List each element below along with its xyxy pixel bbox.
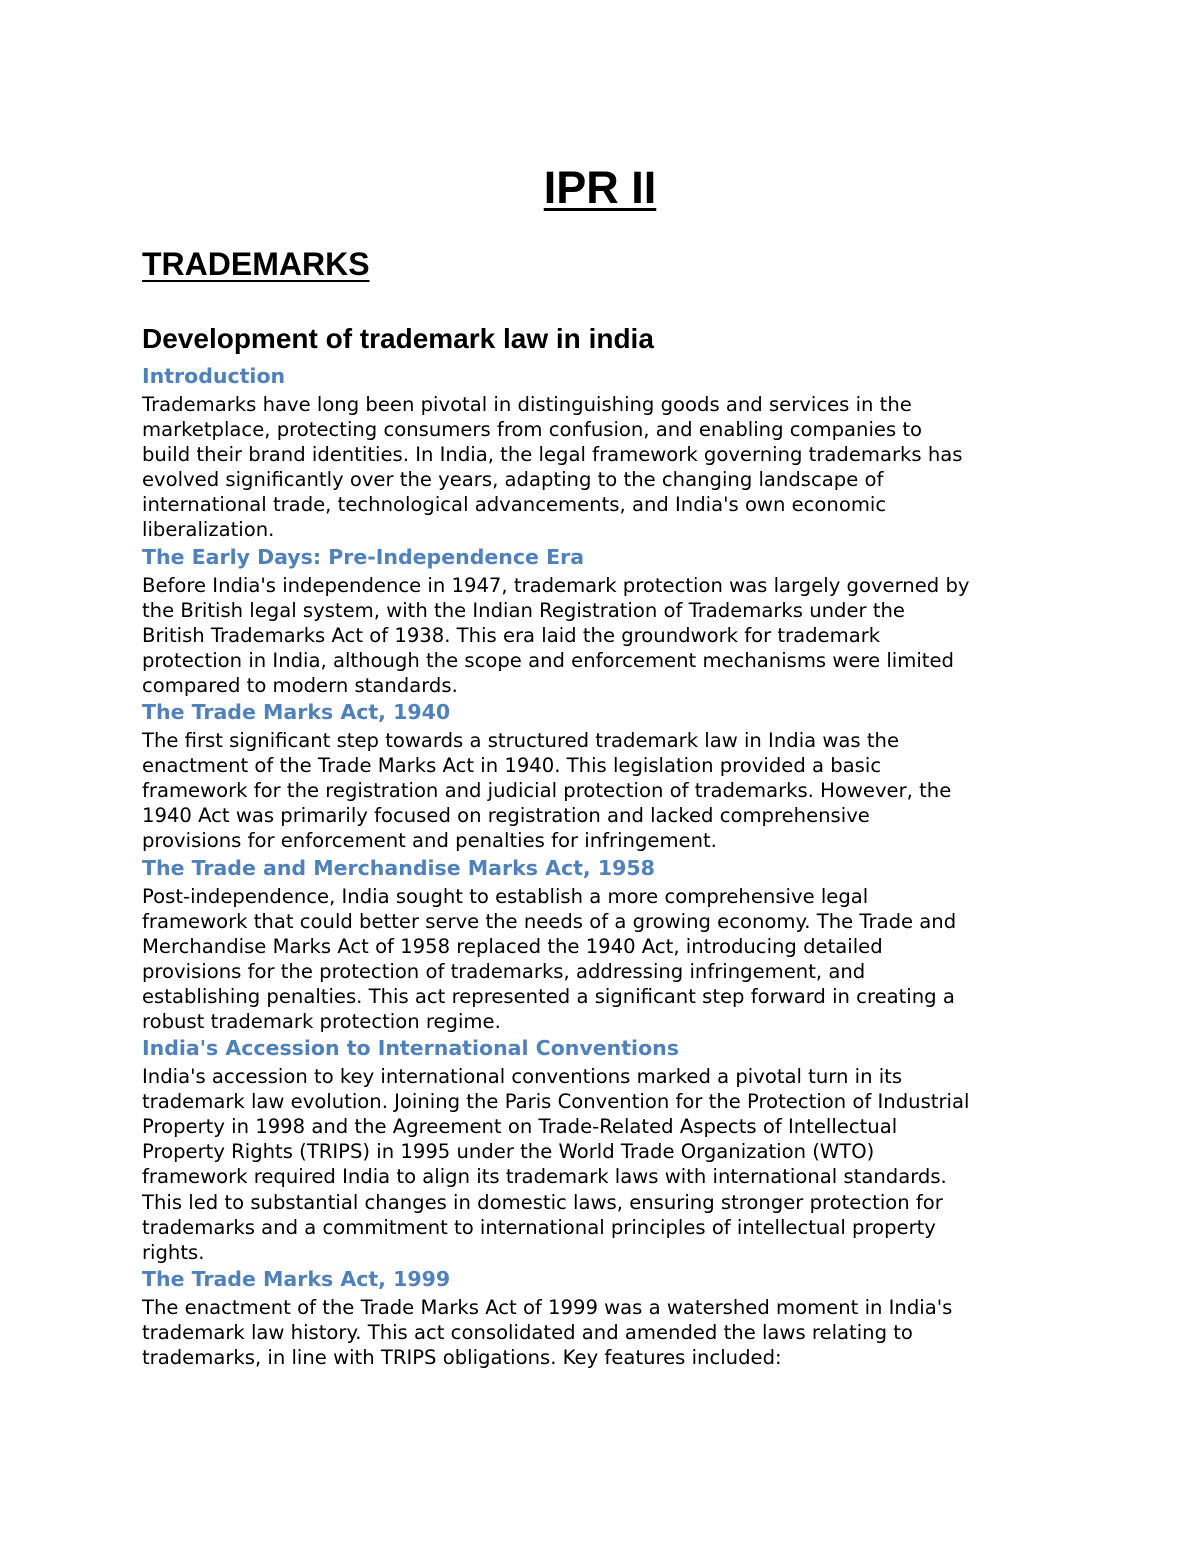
- document-title: IPR II: [543, 162, 657, 213]
- section-heading: TRADEMARKS: [142, 246, 370, 282]
- section-paragraph: India's accession to key international conventions marked a pivotal turn in its trademark law evolution. Joining the Paris Convention for the Protection of Industrial Property in 1998 and the Agreement on Trade-Related Aspects of Intellectual Property Rights (TRIPS) in 1995 under the World Trade Organization (WTO) framework required India to align its trademark laws with international standards. This led to substantial changes in domestic laws, ensuring stronger protection for trademarks and a commitment to international principles of intellectual property rights.: [142, 1065, 970, 1264]
- section-paragraph: Before India's independence in 1947, trademark protection was largely governed by the British legal system, with the Indian Registration of Trademarks under the British Trademarks Act of 1938. This era laid the groundwork for trademark protection in India, although the scope and enforcement mechanisms were limited compared to modern standards.: [142, 573, 970, 697]
- section-act-1940: [142, 698, 1072, 853]
- section-title: India's Accession to International Conventions: [142, 1036, 679, 1061]
- document-content: [142, 158, 1072, 1370]
- section-paragraph: Post-independence, India sought to establish a more comprehensive legal framework that could better serve the needs of a growing economy. The Trade and Merchandise Marks Act of 1958 replaced the 1940 Act, introducing detailed provisions for the protection of trademarks, addressing infringement, and establishing penalties. This act represented a significant step forward in creating a robust trademark protection regime.: [142, 884, 957, 1033]
- section-title: Introduction: [142, 364, 286, 388]
- section-international-conventions: [142, 1034, 1072, 1265]
- section-title: The Trade and Merchandise Marks Act, 1958: [142, 855, 655, 880]
- section-early-days: [142, 543, 1072, 698]
- section-title: The Trade Marks Act, 1940: [142, 700, 451, 725]
- section-title: The Trade Marks Act, 1999: [142, 1266, 451, 1291]
- section-paragraph: Trademarks have long been pivotal in distinguishing goods and services in the marketplace, protecting consumers from confusion, and enabling companies to build their brand identities. In India, the legal framework governing trademarks has evolved significantly over the years, adapting to the changing landscape of international trade, technological advancements, and India's own economic liberalization.: [142, 393, 963, 542]
- document-subheading: Development of trademark law in india: [142, 323, 654, 354]
- section-paragraph: The first significant step towards a structured trademark law in India was the enactment of the Trade Marks Act in 1940. This legislation provided a basic framework for the registration and judicial protection of trademarks. However, the 1940 Act was primarily focused on registration and lacked comprehensive provisions for enforcement and penalties for infringement.: [142, 729, 952, 853]
- section-paragraph: The enactment of the Trade Marks Act of 1999 was a watershed moment in India's trademark law history. This act consolidated and amended the laws relating to trademarks, in line with TRIPS obligations. Key features included:: [142, 1295, 953, 1369]
- section-act-1958: [142, 854, 1072, 1035]
- section-introduction: [142, 362, 1072, 543]
- section-title: The Early Days: Pre-Independence Era: [142, 544, 585, 569]
- section-act-1999: [142, 1265, 1072, 1370]
